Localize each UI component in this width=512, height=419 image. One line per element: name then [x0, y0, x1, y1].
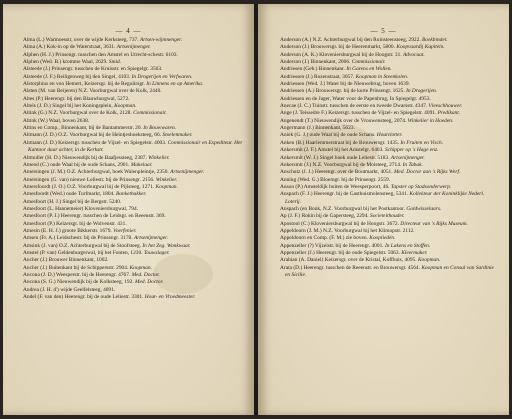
directory-entry	[23, 118, 242, 125]
entry-text: Altmuller (H. D.) Nieuwendijk bij de Baafjessteeg, 2387.	[23, 154, 147, 161]
directory-entry	[280, 132, 495, 139]
directory-entry	[280, 243, 495, 250]
directory-entry	[280, 96, 495, 103]
entry-text: Arata (D.) Heerengr. tusschen de Reeenstr. en Brouwersgr. 4564.	[280, 264, 420, 271]
entry-text: Altmann (J. D.) O.Z. Voorburgwal bij de Heintjeshoeksteeg, 66.	[23, 132, 162, 139]
entry-occupation: Med. Doctor.	[135, 279, 164, 286]
entry-text: Andriessen (A.) Brouwersgr. bij de korte Prinsengr. 1625.	[280, 88, 405, 95]
entry-text: Anderson (A.) N.Z. Achterburgwal bij den Ruinsteensteeg, 2922.	[280, 37, 421, 43]
entry-occupation: Koopman in Steenkolen.	[355, 73, 409, 80]
entry-occupation: Med. Doctor.	[131, 272, 160, 278]
directory-entry	[23, 235, 242, 242]
entry-occupation: Hout- en Vroedmeester.	[144, 294, 196, 301]
directory-entry	[23, 279, 242, 286]
directory-entry	[23, 88, 242, 95]
entry-text: Amsink (J. van) O.Z. Achterburgwal bij de Stoofsteeg.	[23, 242, 142, 249]
entry-text: Ankersmit (J.) N.Z. Voorburgwal bij de Molsteeg, 2714.	[280, 161, 402, 168]
entry-text: Angenendt (T.) Nieuwendijk over de Vrouwensteeg, 2074.	[280, 117, 407, 124]
entry-text: Andriessen (J.) Rozenstraat, 3057.	[280, 73, 355, 80]
directory-entry	[280, 88, 495, 95]
entry-text: Appeldoorn (J. M.) N.Z. Voorburgwal bij het Klimopstr. 2112.	[280, 227, 415, 234]
entry-occupation: Voerfenier.	[113, 227, 137, 234]
entry-text: Altink (W.) Waal, boven 2638.	[23, 117, 90, 124]
entry-text: Anken (B.) Haarlemmerstraat bij de Brouwersgr. 1435.	[280, 139, 400, 146]
directory-entry	[23, 96, 242, 103]
directory-entry	[280, 191, 495, 206]
page-number: — 5 —	[370, 27, 397, 35]
directory-entry	[23, 132, 242, 139]
entry-occupation: Koopvaardij Kapitein.	[396, 44, 445, 51]
entry-text: Anspach (en Bonk, N.Z. Voorburgwal bij het Postkantoor.	[280, 205, 406, 212]
book-spread	[3, 4, 509, 415]
entry-text: Amersingen (J. M.) O.Z. Achterburgwal, hoek Walenpleintje, 2350.	[23, 169, 169, 176]
entry-text: Ankersmit (W. J.) Singel hoek oude Leliestr. 5183.	[280, 154, 390, 161]
directory-entry	[23, 221, 242, 228]
entry-text: Amstel (P. van) Geldenburgerwal, bij het Fonten, 1230.	[23, 249, 143, 256]
entry-occupation: Schipper op 's Hage enz.	[385, 147, 439, 154]
entry-text: Amersfoordt (J. O.) O.Z. Voorburgwal bij de Pijlsteeg, 1271.	[23, 183, 155, 190]
entry-text: Appeldoorn en Comp. (F. M.) zie boven.	[280, 235, 368, 242]
right-page	[258, 4, 509, 415]
directory-entry	[23, 199, 242, 206]
entry-occupation: Koopman.	[129, 264, 152, 271]
entry-occupation: Artsen-wijnmenger.	[139, 37, 183, 43]
entry-occupation: Commissionair.	[351, 59, 386, 66]
entry-occupation: In Bouwwaren.	[143, 125, 176, 132]
directory-entry	[23, 74, 242, 81]
entry-occupation: Directeur van 's Rijks Museum.	[400, 220, 468, 227]
directory-entry	[23, 52, 242, 59]
entry-text: Andrea (J. H. d') wijde Geelfelsteeg, 4891.	[23, 286, 116, 293]
entry-text: Amesfoordt (Wed.) oude Turfmarkt, 1804.	[23, 191, 115, 198]
directory-entry	[280, 74, 495, 81]
entry-text: Alphen (Wed. B.) kromme Waal, 2629.	[23, 59, 108, 66]
entry-text: Alma (L.) Warmoesstr, over de wijde Kerksteeg, 737.	[23, 37, 139, 43]
entry-text: Anderson (J.) Binnenkant, 2006.	[280, 59, 351, 66]
entry-occupation: Tapster op Stadsonderwerp.	[390, 183, 452, 190]
directory-entry	[23, 169, 242, 176]
entry-text: Alstorphius en von Hemert, Keizersgr. bij de Regulirsgr.	[23, 81, 145, 88]
entry-text: Andriessen en de Jager, Water voor de Papenbrug, In Spiegelgr. 4953.	[280, 95, 431, 102]
entry-occupation: Kleermaker.	[401, 249, 428, 256]
directory-entry	[280, 44, 495, 51]
entry-occupation: Predikant.	[437, 110, 461, 117]
entry-text: Ancona (J. D.) Weesperstr. bij de Heerengr. 4767.	[23, 272, 131, 278]
entry-text: Appenzeller (?) Vijzelstr. bij de Heerengr. 4001.	[280, 242, 384, 249]
entry-occupation: In Garens en Wollen.	[346, 66, 392, 73]
entry-occupation: In Drogerijen.	[406, 88, 438, 95]
entry-occupation: Winkelier.	[148, 154, 170, 161]
directory-entries	[23, 37, 242, 301]
entry-text: Amsen (Fr. A.) Leidschestr. bij de Prinsengr. 3178.	[23, 235, 133, 242]
entry-occupation: Houtvlotter.	[376, 132, 403, 139]
entry-text: Alsteede (J. F.) Reiligenweg bij den Singel, 4103.	[23, 73, 131, 80]
directory-entry	[280, 169, 495, 176]
entry-text: Ancona (S. G.) Nieuwendijk bij de Kolksteeg, 192.	[23, 279, 134, 286]
entry-text: Anning (Wed. G.) Bloemgr. bij de Prinsengr. 2559.	[280, 176, 391, 183]
entry-occupation: In het Zeg. Wonkwaar.	[142, 242, 191, 249]
directory-entry	[23, 66, 242, 73]
entry-text: Ankersmit (J. F.) Amstel bij het Amstelgr. 6403.	[280, 147, 384, 154]
entry-occupation: Touwslager.	[143, 249, 170, 256]
entry-text: Anschutz (J. J.) Heerengr. over de Boutmarkt, 4051.	[280, 169, 393, 176]
directory-entry	[23, 140, 242, 155]
entry-text: Alsten (M. van Beijeren) N.Z. Voorburgwal over de Kolk, 2440.	[23, 88, 162, 95]
entry-occupation: Med. Doctor aan 's Rijks Werf.	[393, 169, 461, 176]
entry-text: Andriessen (Wed. J.) Water bij de Nieuwebrug, boven 1639.	[280, 81, 410, 88]
directory-entry	[280, 155, 495, 162]
entry-text: Ange (J. Teissedre F.) Keizersgr. tusschen de Vijzel- en Spiegelstr. 4091.	[280, 110, 437, 117]
entry-occupation: Koopliedén.	[369, 235, 396, 242]
entry-text: Anderson (A. K.) Kloveniersburgwal bij de Hoogstr. 31.	[280, 51, 402, 58]
directory-entries	[280, 37, 495, 279]
directory-entry	[23, 243, 242, 250]
entry-text: Apostool (C.) Kloveniersburgwal bij de Hoogstr. 3672.	[280, 220, 399, 227]
entry-occupation: In Fruiten en Visch.	[400, 139, 444, 146]
entry-text: Amesin (E. H. J.) groote Bikkerstr. 1679.	[23, 227, 112, 234]
entry-occupation: Koopman en Consul van Sardinie en Sicilie.	[285, 264, 494, 278]
entry-occupation: Artsenijmenger.	[170, 169, 205, 176]
directory-entry	[280, 221, 495, 228]
directory-entry	[280, 110, 495, 117]
entry-text: Arabian (A. Daniel) Keizersgr. over de Kristal, Koffhuis, 4095.	[280, 257, 417, 264]
entry-text: Aniek (G. J.) oude Waal bij de oude Schans.	[280, 132, 376, 139]
entry-text: Anson (P.) Amsteldijk buiten de Weesperpoort, 46.	[280, 183, 390, 190]
entry-occupation: Koopman.	[114, 103, 137, 110]
entry-text: Andriesen (Geb.) Binnenkant.	[280, 66, 345, 73]
entry-text: Altins en Comp., Binnenkant, bij de Bantammerstr. 20.	[23, 125, 142, 132]
entry-text: Anecae (J. C.) Tuinstr. tusschen de eerste en tweede Dwarsstr. 4347.	[280, 103, 428, 110]
entry-occupation: Goldwisselaars.	[406, 205, 442, 212]
entry-occupation: In Drogerijen en Verfwaren.	[131, 73, 193, 80]
page-number: — 4 —	[115, 27, 142, 35]
entry-text: Appenzeller (J.) Heerengr. bij de oude Spiegelstr. 5063.	[280, 249, 400, 256]
entry-text: Angermann (J.) Binnenkant, 5623.	[280, 125, 355, 132]
entry-text: Ap (J. F.) Rokin bij de Gapersteeg, 2294.	[280, 213, 369, 220]
entry-occupation: Societeithouder.	[370, 213, 405, 220]
entry-text: Andel (F. van den) Heerengr. bij de oude Leliestr. 3301.	[23, 294, 144, 301]
directory-entry	[23, 44, 242, 51]
entry-occupation: Vleeschhouwer.	[428, 103, 463, 110]
directory-entry	[280, 147, 495, 154]
directory-entry	[23, 265, 242, 272]
entry-text: Amend (C.) oude Waal bij de oude Schans, 2901.	[23, 161, 130, 168]
left-page	[3, 4, 254, 415]
entry-occupation: Boekbinder.	[422, 37, 448, 43]
entry-occupation: Artsenijmenger.	[133, 235, 168, 242]
directory-entry	[23, 294, 242, 301]
directory-entry	[280, 52, 495, 59]
directory-entry	[280, 177, 495, 184]
directory-entry	[280, 235, 495, 242]
entry-occupation: Commissionair.	[133, 110, 167, 117]
entry-text: Altink (G.) N.Z. Voorburgwal over de Kolk, 2128.	[23, 110, 132, 117]
entry-text: Amesfoort (P.) Keizersgr. bij de Wolvenstr. 431.	[23, 220, 127, 227]
entry-text: Ancher (J.) Brouwer Binnenkant, 1002.	[23, 257, 109, 264]
directory-entry	[280, 257, 495, 264]
entry-occupation: In Linnens en op Amerika.	[146, 81, 204, 88]
directory-entry	[23, 155, 242, 162]
entry-occupation: Kollekteur der Koninklijke Nederl. Loterij.	[285, 191, 485, 205]
directory-entry	[23, 177, 242, 184]
directory-entry	[23, 110, 242, 117]
entry-occupation: Smid.	[108, 59, 122, 66]
entry-text: Alphen (H. J.) Prinsengr. tusschen den Amstel en Utrecht-schestr. 6103.	[23, 51, 178, 58]
entry-occupation: Stoelenmaker.	[162, 132, 193, 139]
entry-occupation: Winkelier in Hoeden.	[407, 117, 454, 124]
entry-text: Amesfoort (H. J.) Singel bij de Bergstr. 5240.	[23, 198, 122, 205]
entry-text: Anderson (J.) Brouwersgr. bij de Heerenmarkt, 5800.	[280, 44, 395, 51]
entry-text: Ancher (J.) Buitenkant bij de Schippersstr. 2904.	[23, 264, 129, 271]
entry-occupation: Advocaat.	[402, 51, 425, 58]
entry-text: Altmann (J. D.) Keizersgr. tusschen de Vijzel- en Spiegelstr. 4003.	[23, 139, 167, 146]
directory-entry	[280, 66, 495, 73]
entry-text: Amesfoort (L. Hannemeier) Kloveniersburgwal, 794.	[23, 205, 139, 212]
entry-occupation: Commissionair en Expediteur. Het Kantoor daar achter, in de Kerkstr.	[28, 139, 242, 154]
entry-text: Alsteede (J.) Prinsengr. tusschen de Kruisstr. en Spiegelgr. 3563.	[23, 66, 163, 73]
entry-text: Amesfoort (P. J.) Heerengr. tusschen de Leidsgr. en Reeenstr. 369.	[23, 213, 166, 220]
entry-text: Altels (J. D.) Singel bij het Koningsplein,	[23, 103, 113, 110]
entry-occupation: In Tabak.	[402, 161, 423, 168]
directory-entry	[23, 287, 242, 294]
entry-text: Anspach (F. J.) Heerengr. bij de Gasthuismolensteeg, 5341.	[280, 191, 409, 198]
entry-occupation: Bankethakker.	[116, 191, 147, 198]
entry-occupation: Makelaar.	[130, 161, 153, 168]
entry-occupation: Artsenijmenger.	[116, 44, 151, 51]
entry-occupation: Artsenijmenger.	[390, 154, 425, 161]
directory-entry	[23, 257, 242, 264]
directory-entry	[23, 191, 242, 198]
directory-entry	[280, 213, 495, 220]
entry-occupation: Winkelier.	[155, 176, 178, 183]
entry-occupation: Koopman.	[155, 183, 178, 190]
entry-occupation: In Lakens en Stoffen.	[384, 242, 431, 249]
entry-text: Amersingen (G. van) nieuwe Leliestr. bij de Prinsengr. 2156.	[23, 176, 155, 183]
entry-occupation: Koopman.	[417, 257, 441, 264]
directory-entry	[23, 213, 242, 220]
entry-text: Alma (A.) Kok-in op de Waterstraat, 3631.	[23, 44, 116, 51]
directory-entry	[280, 265, 495, 280]
entry-text: Altes (P.) Heerengr. bij den Blauwburgwal, 5272.	[23, 95, 130, 102]
